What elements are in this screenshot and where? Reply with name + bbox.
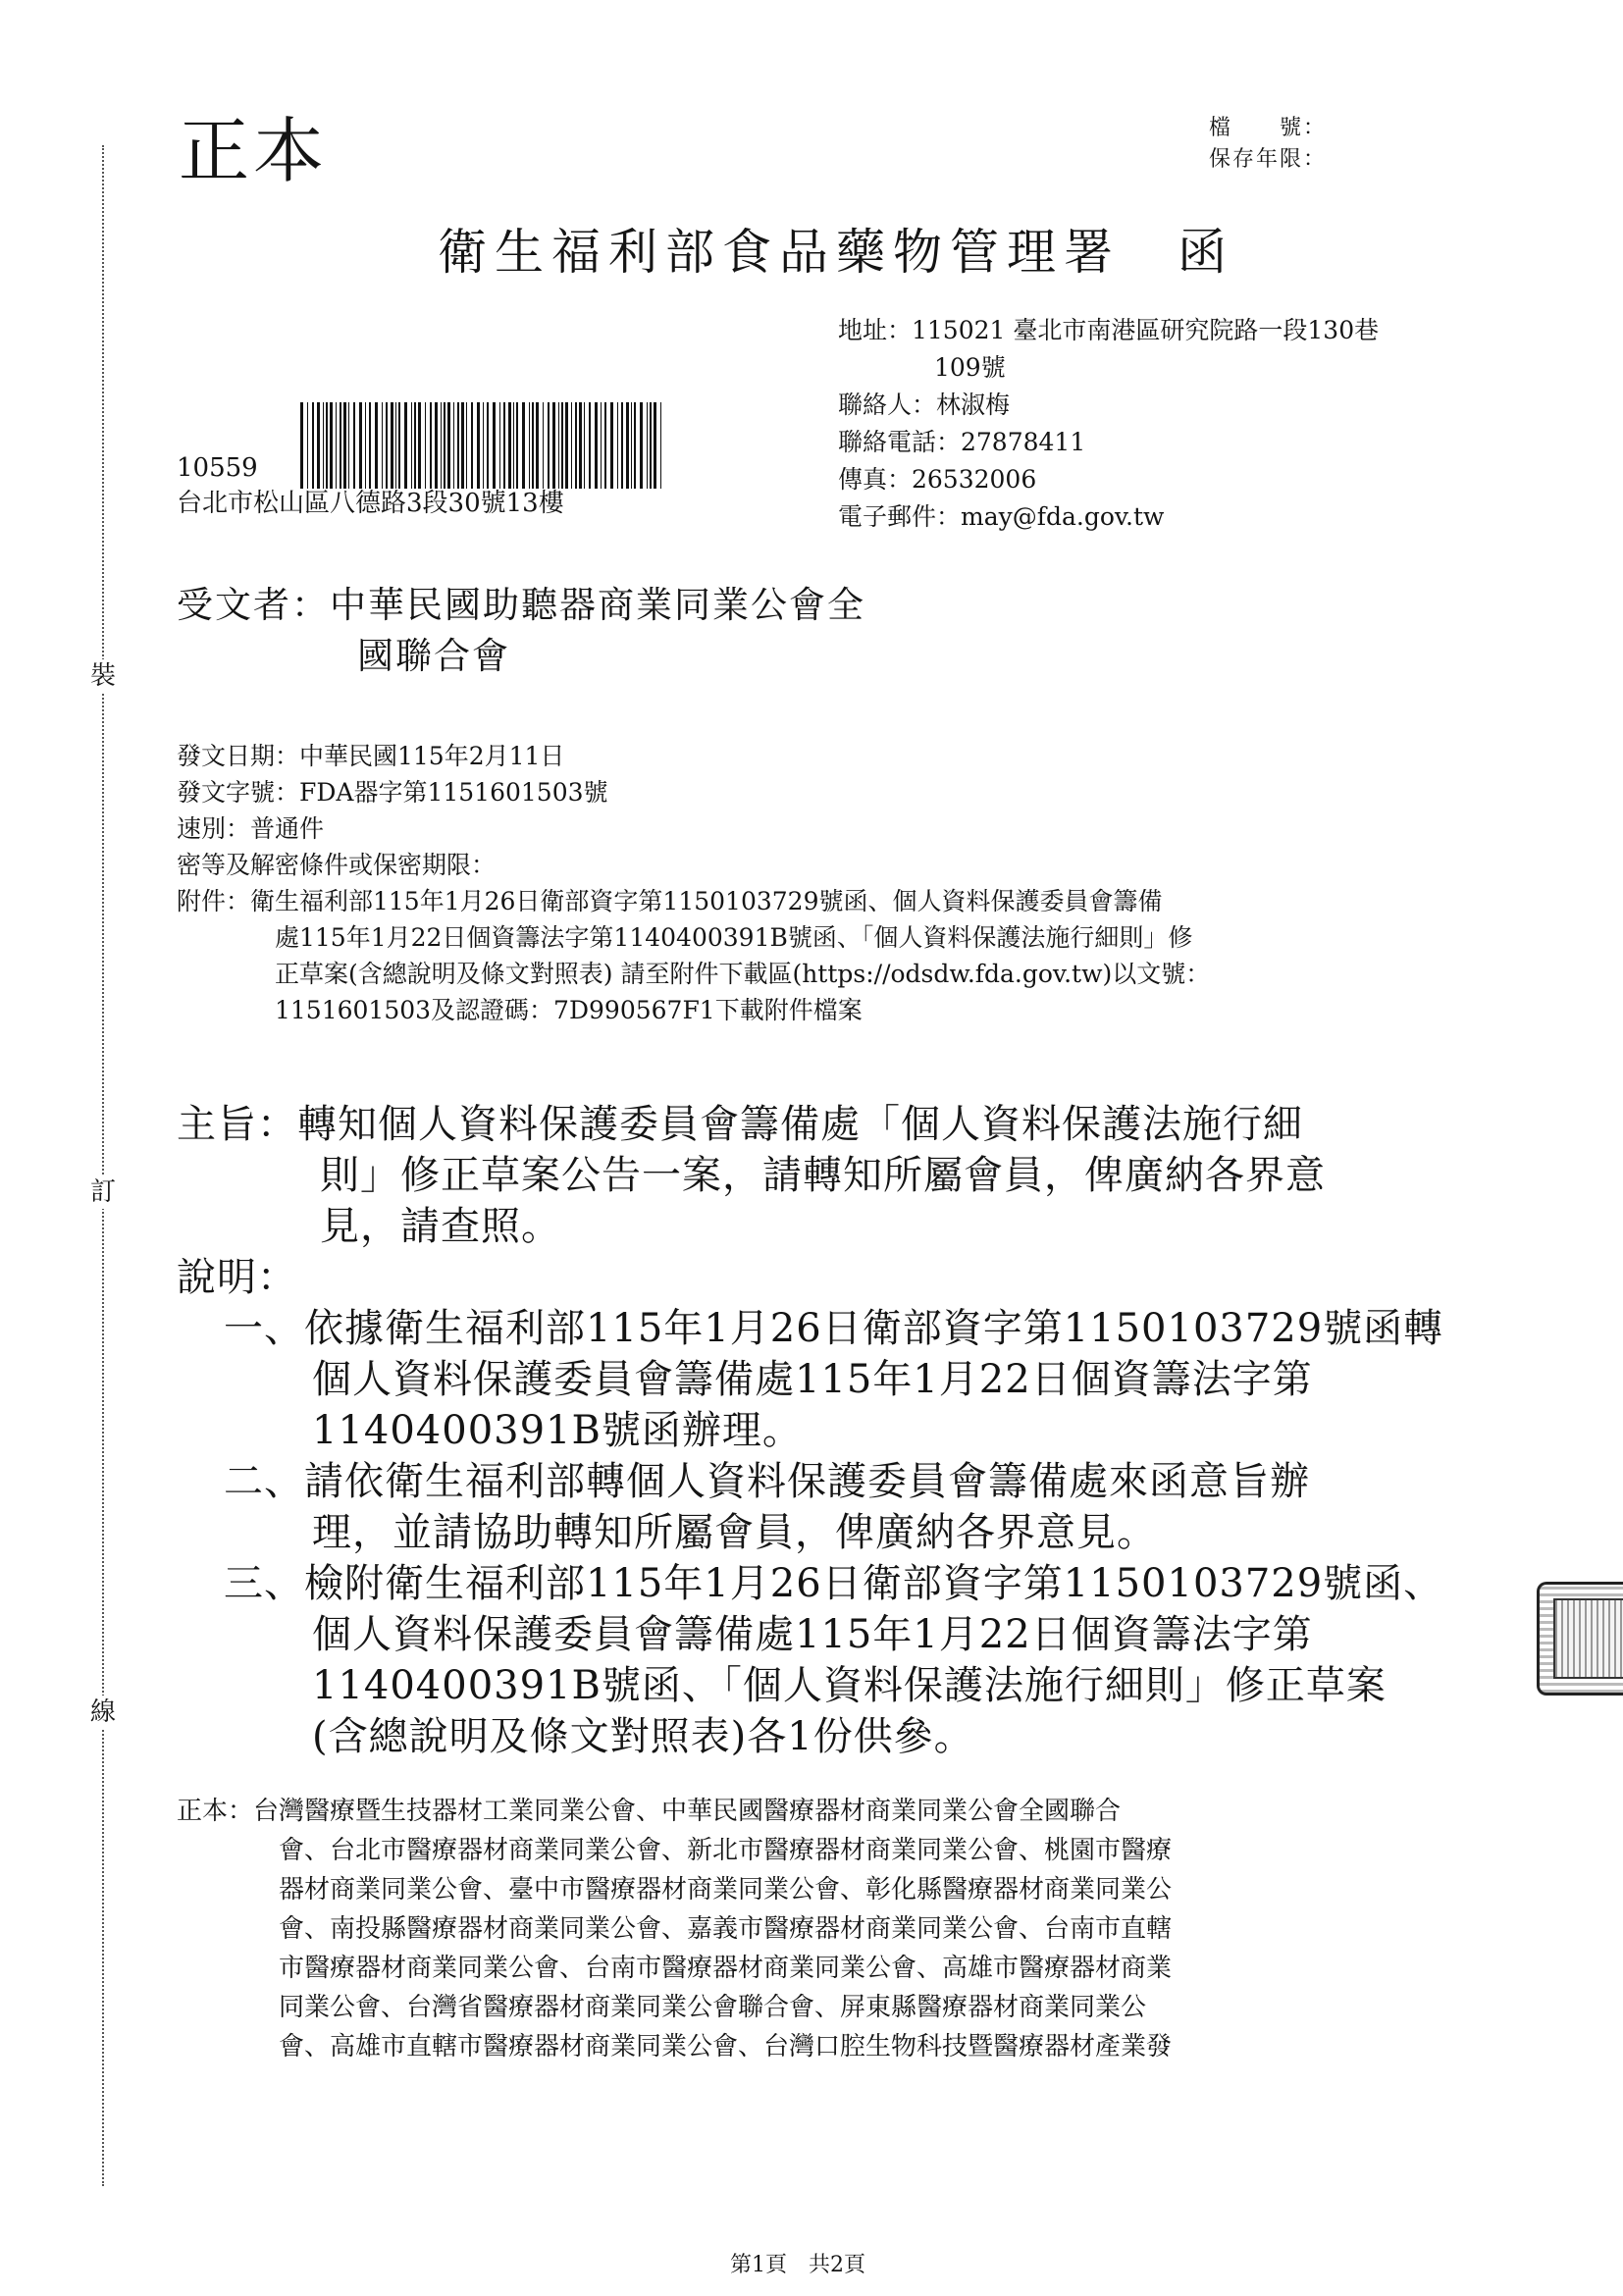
- barcode-bar: [430, 402, 432, 489]
- barcode-bar: [621, 402, 623, 489]
- barcode-bar: [382, 402, 383, 489]
- barcode-bar: [323, 402, 324, 489]
- barcode-bar: [543, 402, 544, 489]
- barcode-bar: [404, 402, 407, 489]
- barcode-bar: [369, 402, 371, 489]
- barcode-bar: [508, 402, 511, 489]
- explanation-item-3-line: 1140400391B號函、「個人資料保護法施行細則」修正草案: [312, 1663, 1387, 1708]
- barcode-bar: [516, 402, 518, 489]
- barcode-bar: [477, 402, 480, 489]
- barcode-bar: [365, 402, 366, 489]
- binding-char-ding: 訂: [90, 1177, 117, 1207]
- barcode-bar: [617, 402, 618, 489]
- attachment-line: 處115年1月22日個資籌法字第1140400391B號函、「個人資料保護法施行細則」修: [275, 923, 1193, 952]
- seal-stamp-image: [1537, 1582, 1623, 1696]
- barcode-bar: [558, 402, 559, 489]
- barcode-bar: [471, 402, 473, 489]
- explanation-heading: 說明：: [177, 1255, 297, 1300]
- postal-code: 10559: [177, 453, 258, 483]
- mailing-address: 台北市松山區八德路3段30號13樓: [177, 489, 564, 518]
- barcode-bar: [640, 402, 643, 489]
- explanation-item-2-line: 二、請依衛生福利部轉個人資料保護委員會籌備處來函意旨辦: [224, 1459, 1310, 1504]
- barcode-bar: [300, 402, 303, 489]
- barcode-bar: [634, 402, 636, 489]
- barcode-bar: [493, 402, 496, 489]
- explanation-item-3-line: 個人資料保護委員會籌備處115年1月22日個資籌法字第: [312, 1612, 1313, 1657]
- address-line-2: 109號: [934, 353, 1006, 382]
- barcode-bar: [398, 402, 400, 489]
- barcode-bar: [461, 402, 464, 489]
- binding-char-zhuang: 裝: [90, 661, 117, 691]
- barcode-bar: [487, 402, 489, 489]
- contact-phone: 聯絡電話：27878411: [838, 428, 1086, 456]
- explanation-item-1-line: 1140400391B號函辦理。: [312, 1408, 803, 1453]
- barcode-bar: [414, 402, 416, 489]
- barcode-bar: [457, 402, 459, 489]
- explanation-item-1-line: 一、依據衛生福利部115年1月26日衛部資字第1150103729號函轉: [224, 1306, 1444, 1351]
- barcode-bar: [418, 402, 421, 489]
- barcode-bar: [317, 402, 320, 489]
- page-number: 第1頁 共2頁: [730, 2253, 865, 2277]
- subject-line: 主旨：轉知個人資料保護委員會籌備處「個人資料保護法施行細: [177, 1102, 1303, 1147]
- barcode-bar: [425, 402, 426, 489]
- barcode-bar: [336, 402, 337, 489]
- barcode-bar: [466, 402, 467, 489]
- barcode-bar: [647, 402, 648, 489]
- barcode-bar: [654, 402, 656, 489]
- barcode-bar: [631, 402, 632, 489]
- barcode-bar: [595, 402, 598, 489]
- barcode-bar: [453, 402, 454, 489]
- retention-period-label: 保存年限：: [1209, 147, 1328, 172]
- explanation-item-3-line: 三、檢附衛生福利部115年1月26日衛部資字第1150103729號函、: [224, 1561, 1444, 1606]
- attachment-line: 1151601503及認證碼：7D990567F1下載附件檔案: [275, 996, 863, 1024]
- barcode-bar: [395, 402, 396, 489]
- barcode-bar: [565, 402, 568, 489]
- cc-line: 正本：台灣醫療暨生技器材工業同業公會、中華民國醫療器材商業同業公會全國聯合: [177, 1797, 1122, 1826]
- barcode-bar: [330, 402, 333, 489]
- contact-fax: 傳真：26532006: [838, 465, 1037, 494]
- cc-line: 會、高雄市直轄市醫療器材商業同業公會、台灣口腔生物科技暨醫療器材產業發: [279, 2032, 1173, 2061]
- barcode-bar: [548, 402, 550, 489]
- barcode-bar: [552, 402, 555, 489]
- barcode-bar: [391, 402, 393, 489]
- barcode-bar: [522, 402, 525, 489]
- contact-person: 聯絡人：林淑梅: [838, 391, 1011, 419]
- barcode-bar: [529, 402, 530, 489]
- barcode-bar: [626, 402, 629, 489]
- barcode-bar: [579, 402, 582, 489]
- binding-char-xian: 線: [90, 1697, 117, 1727]
- barcode-bar: [536, 402, 539, 489]
- agency-title: 衛生福利部食品藥物管理署 函: [438, 224, 1234, 281]
- attachment-line: 附件：衛生福利部115年1月26日衛部資字第1150103729號函、個人資料保護委員會籌備: [177, 887, 1163, 915]
- barcode-bar: [610, 402, 613, 489]
- confidentiality: 密等及解密條件或保密期限：: [177, 851, 497, 879]
- address-line-1: 地址：115021 臺北市南港區研究院路一段130巷: [838, 316, 1380, 344]
- barcode-bar: [375, 402, 378, 489]
- barcode-bar: [340, 402, 341, 489]
- barcode-bar: [571, 402, 572, 489]
- explanation-item-2-line: 理，並請協助轉知所屬會員，俾廣納各界意見。: [312, 1510, 1157, 1555]
- speed-class: 速別：普通件: [177, 814, 325, 843]
- barcode-bar: [584, 402, 585, 489]
- barcode-bar: [513, 402, 514, 489]
- barcode-bar: [561, 402, 563, 489]
- cc-line: 同業公會、台灣省醫療器材商業同業公會聯合會、屏東縣醫療器材商業同業公: [279, 1993, 1147, 2022]
- barcode-bar: [499, 402, 500, 489]
- subject-line: 見，請查照。: [320, 1204, 561, 1249]
- explanation-item-1-line: 個人資料保護委員會籌備處115年1月22日個資籌法字第: [312, 1357, 1313, 1402]
- barcode-bar: [353, 402, 355, 489]
- binding-line: [102, 145, 104, 2186]
- barcode-bar: [503, 402, 505, 489]
- recipient-line-1: 受文者：中華民國助聽器商業同業公會全: [177, 584, 865, 626]
- barcode-bar: [604, 402, 606, 489]
- barcode-bar: [483, 402, 484, 489]
- barcode-bar: [386, 402, 388, 489]
- barcode-bar: [411, 402, 412, 489]
- file-number-label: 檔 號：: [1209, 116, 1328, 140]
- barcode-bar: [601, 402, 602, 489]
- barcode-image: [298, 402, 665, 489]
- barcode-bar: [532, 402, 534, 489]
- barcode-bar: [589, 402, 591, 489]
- cc-line: 會、台北市醫療器材商業同業公會、新北市醫療器材商業同業公會、桃園市醫療: [279, 1836, 1173, 1865]
- barcode-bar: [326, 402, 328, 489]
- barcode-bar: [307, 402, 308, 489]
- barcode-bar: [444, 402, 445, 489]
- explanation-item-3-line: (含總說明及條文對照表)各1份供參。: [312, 1714, 974, 1759]
- barcode-bar: [441, 402, 442, 489]
- barcode-bar: [359, 402, 362, 489]
- barcode-bar: [348, 402, 349, 489]
- cc-line: 市醫療器材商業同業公會、台南市醫療器材商業同業公會、高雄市醫療器材商業: [279, 1954, 1173, 1983]
- barcode-bar: [575, 402, 577, 489]
- recipient-line-2: 國聯合會: [357, 635, 510, 677]
- doc-number: 發文字號：FDA器字第1151601503號: [177, 778, 608, 807]
- barcode-bar: [660, 402, 661, 489]
- barcode-bar: [343, 402, 346, 489]
- barcode-bar: [650, 402, 652, 489]
- cc-line: 會、南投縣醫療器材商業同業公會、嘉義市醫療器材商業同業公會、台南市直轄: [279, 1914, 1173, 1944]
- subject-line: 則」修正草案公告一案，請轉知所屬會員，俾廣納各界意: [320, 1153, 1326, 1198]
- cc-line: 器材商業同業公會、臺中市醫療器材商業同業公會、彰化縣醫療器材商業同業公: [279, 1875, 1173, 1905]
- barcode-bar: [435, 402, 438, 489]
- barcode-bar: [447, 402, 450, 489]
- barcode-bar: [312, 402, 314, 489]
- attachment-line: 正草案(含總說明及條文對照表) 請至附件下載區(https://odsdw.fda.gov.tw)以文號：: [275, 960, 1211, 988]
- issue-date: 發文日期：中華民國115年2月11日: [177, 742, 565, 770]
- copy-mark: 正本: [179, 110, 329, 192]
- contact-email: 電子郵件：may@fda.gov.tw: [838, 502, 1165, 531]
